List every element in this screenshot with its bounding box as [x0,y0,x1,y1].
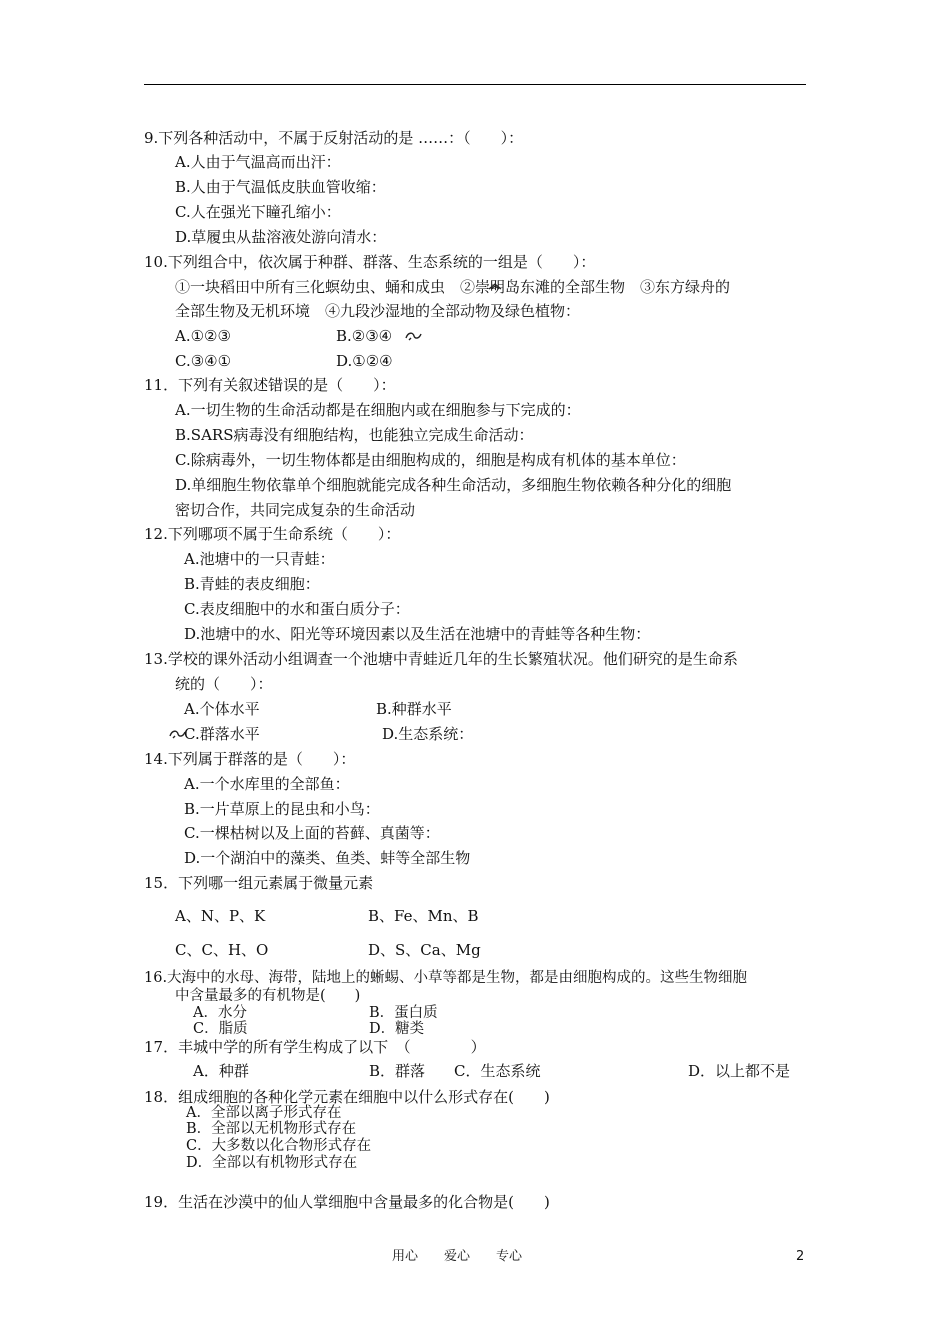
text-line: D.①②④ [336,352,393,370]
text-line: D.一个湖泊中的藻类、鱼类、蚌等全部生物 [184,849,471,867]
text-line: D.生态系统： [382,725,474,743]
text-line: D、S、Ca、Mg [368,941,481,959]
text-line: 全部生物及无机环境 ④九段沙湿地的全部动物及绿色植物： [175,302,581,320]
text-line: B、Fe、Mn、B [368,907,479,925]
text-line: D.池塘中的水、阳光等环境因素以及生活在池塘中的青蛙等各种生物： [184,625,651,643]
text-line: A.一个水库里的全部鱼： [184,775,350,793]
text-line: A、N、P、K [175,907,266,925]
text-line: D．全部以有机物形式存在 [186,1155,358,1171]
text-line: 11．下列有关叙述错误的是（ ）： [144,376,396,394]
scan-mark-icon [404,330,422,342]
text-line: D.草履虫从盐溶液处游向清水： [175,228,387,246]
text-line: C．脂质 [193,1021,248,1037]
text-line: A.①②③ [175,327,231,345]
page-number: 2 [796,1249,805,1264]
text-line: B.种群水平 [376,700,452,718]
text-line: A．种群 [193,1062,249,1080]
text-line: A.池塘中的一只青蛙： [184,550,335,568]
text-line: C.除病毒外，一切生物体都是由细胞构成的，细胞是构成有机体的基本单位： [175,451,686,469]
text-line: 统的（ ）： [175,675,273,693]
text-line: B.青蛙的表皮细胞： [184,575,320,593]
text-line: A.人由于气温高而出汗： [175,153,341,171]
text-line: 18．组成细胞的各种化学元素在细胞中以什么形式存在( ) [144,1088,550,1106]
text-line: 10.下列组合中，依次属于种群、群落、生态系统的一组是（ ）： [144,253,596,271]
text-line: 密切合作，共同完成复杂的生命活动 [175,501,416,519]
text-line: C.人在强光下瞳孔缩小： [175,203,341,221]
footer-motto: 用心 爱心 专心 [392,1249,523,1264]
text-line: ①一块稻田中所有三化螟幼虫、蛹和成虫 ②崇明岛东滩的全部生物 ③东方绿舟的 [175,278,731,296]
text-line: C.③④① [175,352,232,370]
text-line: C．生态系统 [454,1062,541,1080]
text-line: B．蛋白质 [369,1005,438,1021]
text-line: D．以上都不是 [688,1062,791,1080]
text-line: B.SARS病毒没有细胞结构，也能独立完成生命活动： [175,426,534,444]
text-line: B.一片草原上的昆虫和小鸟： [184,800,380,818]
text-line: C.群落水平 [184,725,260,743]
text-line: B．全部以无机物形式存在 [186,1121,357,1137]
text-line: 12.下列哪项不属于生命系统（ ）： [144,525,401,543]
text-line: C、C、H、O [175,941,269,959]
text-line: A．水分 [193,1005,247,1021]
text-line: 17．丰城中学的所有学生构成了以下 （ ） [144,1038,486,1056]
text-line: A．全部以离子形式存在 [186,1105,342,1121]
text-line: 14.下列属于群落的是（ ）： [144,750,356,768]
text-line: C.表皮细胞中的水和蛋白质分子： [184,600,410,618]
text-line: C．大多数以化合物形式存在 [186,1138,372,1154]
text-line: A.一切生物的生命活动都是在细胞内或在细胞参与下完成的： [175,401,581,419]
text-line: A.个体水平 [184,700,260,718]
text-line: B．群落 [369,1062,426,1080]
text-line: 中含量最多的有机物是( ) [175,988,361,1004]
text-line: 13.学校的课外活动小组调查一个池塘中青蛙近几年的生长繁殖状况。他们研究的是生命系 [144,650,738,668]
text-line: C.一棵枯树以及上面的苔藓、真菌等： [184,824,440,842]
scan-mark-icon [488,281,502,291]
text-line: D.单细胞生物依靠单个细胞就能完成各种生命活动，多细胞生物依赖各种分化的细胞 [175,476,732,494]
scan-mark-icon [168,728,186,740]
text-line: 15．下列哪一组元素属于微量元素 [144,874,374,892]
text-line: D．糖类 [369,1021,425,1037]
text-line: 19．生活在沙漠中的仙人掌细胞中含量最多的化合物是( ) [144,1193,550,1211]
text-line: 16.大海中的水母、海带，陆地上的蜥蜴、小草等都是生物，都是由细胞构成的。这些生物细胞 [144,970,748,986]
header-rule [144,84,806,85]
text-line: 9.下列各种活动中，不属于反射活动的是 ……：（ ）： [144,129,524,147]
text-line: B.②③④ [336,327,393,345]
text-line: B.人由于气温低皮肤血管收缩： [175,178,386,196]
